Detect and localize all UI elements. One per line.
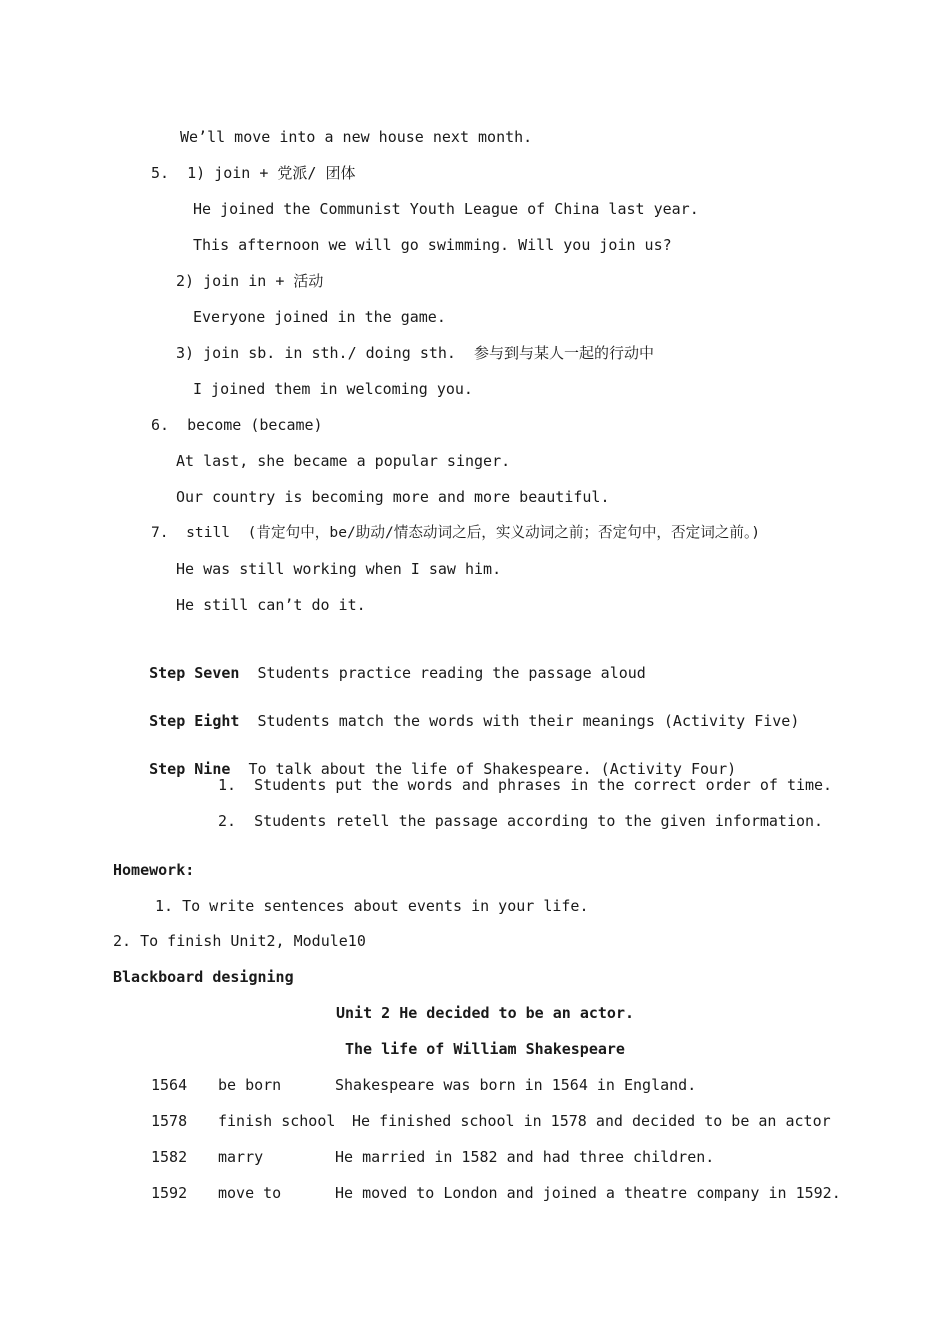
timeline-year: 1582 [151, 1148, 188, 1166]
step-label: Step Eight [149, 712, 240, 730]
sub-point: 3) join sb. in sth./ doing sth. 参与到与某人一起的行动中 [176, 344, 655, 362]
timeline-sentence: Shakespeare was born in 1564 in England. [335, 1076, 697, 1094]
blackboard-heading: Blackboard designing [113, 968, 294, 986]
timeline-year: 1592 [151, 1184, 188, 1202]
example-sentence: I joined them in welcoming you. [193, 380, 473, 398]
step-text: To talk about the life of Shakespeare. (Activity Four) [248, 760, 737, 778]
step-label: Step Seven [149, 664, 240, 682]
example-sentence: Our country is becoming more and more beautiful. [176, 488, 610, 506]
example-sentence: We’ll move into a new house next month. [180, 128, 533, 146]
example-sentence: Everyone joined in the game. [193, 308, 446, 326]
list-item: 2. Students retell the passage according to the given information. [218, 812, 824, 830]
timeline-sentence: He moved to London and joined a theatre company in 1592. [335, 1184, 841, 1202]
point-7-heading: 7. still (肯定句中，be/助动/情态动词之后，实义动词之前；否定句中，否定词之前。) [151, 524, 761, 541]
timeline-phrase: be born [218, 1076, 282, 1094]
example-sentence: This afternoon we will go swimming. Will you join us? [193, 236, 672, 254]
step-text: Students match the words with their meanings (Activity Five) [257, 712, 800, 730]
homework-item: 2. To finish Unit2, Module10 [113, 932, 366, 950]
timeline-phrase: marry [218, 1148, 264, 1166]
point-5-heading: 5. 1) join + 党派/ 团体 [151, 164, 356, 182]
list-item: 1. Students put the words and phrases in the correct order of time. [218, 776, 833, 794]
example-sentence: He joined the Communist Youth League of China last year. [193, 200, 699, 218]
step-label: Step Nine [149, 760, 231, 778]
timeline-phrase: move to [218, 1184, 282, 1202]
timeline-sentence: He married in 1582 and had three children. [335, 1148, 715, 1166]
sub-point: 2) join in + 活动 [176, 272, 324, 290]
example-sentence: He was still working when I saw him. [176, 560, 502, 578]
example-sentence: He still can’t do it. [176, 596, 366, 614]
homework-heading: Homework: [113, 861, 195, 879]
timeline-year: 1578 [151, 1112, 188, 1130]
example-sentence: At last, she became a popular singer. [176, 452, 511, 470]
timeline-sentence: He finished school in 1578 and decided to be an actor [352, 1112, 831, 1130]
timeline-phrase: finish school [218, 1112, 336, 1130]
blackboard-title: Unit 2 He decided to be an actor. [336, 1004, 635, 1022]
timeline-year: 1564 [151, 1076, 188, 1094]
point-6-heading: 6. become (became) [151, 416, 323, 434]
blackboard-subtitle: The life of William Shakespeare [345, 1040, 625, 1058]
step-text: Students practice reading the passage aloud [257, 664, 646, 682]
homework-item: 1. To write sentences about events in your life. [155, 897, 589, 915]
